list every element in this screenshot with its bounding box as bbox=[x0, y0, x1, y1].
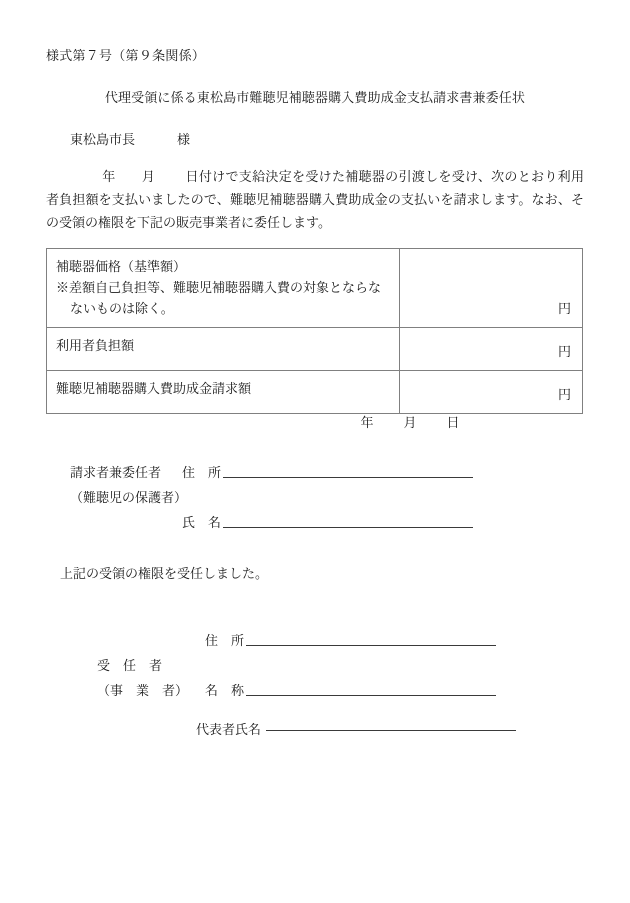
row-label-main: 難聴児補聴器購入費助成金請求額 bbox=[56, 381, 252, 397]
document-title: 代理受領に係る東松島市難聴児補聴器購入費助成金支払請求書兼委任状 bbox=[104, 90, 526, 105]
claimant-signature-block bbox=[70, 456, 473, 531]
trustee-role-sub: （事 業 者） bbox=[97, 683, 189, 698]
trustee-role: 受 任 者 bbox=[97, 658, 163, 673]
trustee-address-label: 住 所 bbox=[205, 633, 245, 648]
table-cell-amount[interactable] bbox=[400, 328, 583, 371]
currency-unit: 円 bbox=[557, 344, 571, 360]
claimant-role-sub: （難聴児の保護者） bbox=[70, 490, 188, 505]
table-cell-label bbox=[47, 328, 400, 371]
claimant-name-row bbox=[70, 506, 473, 531]
table-cell-label bbox=[47, 249, 400, 328]
trustee-role-row bbox=[97, 649, 496, 674]
currency-unit: 円 bbox=[557, 301, 571, 317]
addressee-honorific: 様 bbox=[177, 132, 191, 147]
body-month-label: 月 bbox=[141, 169, 156, 184]
representative-name-row bbox=[196, 719, 516, 738]
date-year-label: 年 bbox=[360, 415, 374, 430]
claimant-name-label: 氏 名 bbox=[182, 515, 222, 530]
body-day-label: 日 bbox=[185, 169, 199, 184]
claimant-address-row bbox=[70, 456, 473, 481]
table-cell-amount[interactable] bbox=[400, 249, 583, 328]
table-cell-label bbox=[47, 371, 400, 414]
claimant-name-input[interactable] bbox=[223, 527, 473, 528]
representative-label: 代表者氏名 bbox=[196, 722, 262, 737]
acceptance-statement: 上記の受領の権限を受任しました。 bbox=[60, 566, 269, 581]
body-year-label: 年 bbox=[102, 169, 116, 184]
table-cell-amount[interactable] bbox=[400, 371, 583, 414]
claimant-role: 請求者兼委任者 bbox=[70, 465, 162, 480]
table-row bbox=[47, 249, 583, 328]
currency-unit: 円 bbox=[557, 387, 571, 403]
representative-name-input[interactable] bbox=[266, 730, 516, 731]
row-label-note-2: ないものは除く。 bbox=[70, 301, 174, 317]
addressee-name: 東松島市長 bbox=[70, 132, 136, 147]
body-sentence: 付けで支給決定を受けた補聴器の引渡しを受け、次のとおり利用者負担額を支払いましたので、難聴児補聴器購入費助成金の支払いを請求します。なお、その受領の権限を下記の販売事業者に委任します。 bbox=[46, 169, 584, 230]
trustee-signature-block bbox=[97, 624, 496, 699]
date-day-label: 日 bbox=[446, 415, 460, 430]
trustee-name-row bbox=[97, 674, 496, 699]
table-row bbox=[47, 371, 583, 414]
body-paragraph bbox=[46, 166, 584, 234]
claimant-role-sub-row bbox=[70, 481, 473, 506]
row-label-main: 補聴器価格（基準額） bbox=[56, 259, 187, 274]
trustee-address-row bbox=[97, 624, 496, 649]
row-label-main: 利用者負担額 bbox=[56, 338, 135, 354]
submission-date-line[interactable] bbox=[0, 412, 630, 431]
trustee-address-input[interactable] bbox=[246, 645, 496, 646]
form-number: 様式第７号（第９条関係） bbox=[46, 48, 206, 63]
row-label-note-1: ※差額自己負担等、難聴児補聴器購入費の対象とならな bbox=[56, 280, 382, 296]
claimant-address-input[interactable] bbox=[223, 477, 473, 478]
claimant-address-label: 住 所 bbox=[182, 465, 222, 480]
addressee bbox=[70, 129, 190, 148]
table-row bbox=[47, 328, 583, 371]
trustee-name-label: 名 称 bbox=[205, 683, 245, 698]
trustee-name-input[interactable] bbox=[246, 695, 496, 696]
amount-table bbox=[46, 248, 583, 414]
date-month-label: 月 bbox=[403, 415, 417, 430]
